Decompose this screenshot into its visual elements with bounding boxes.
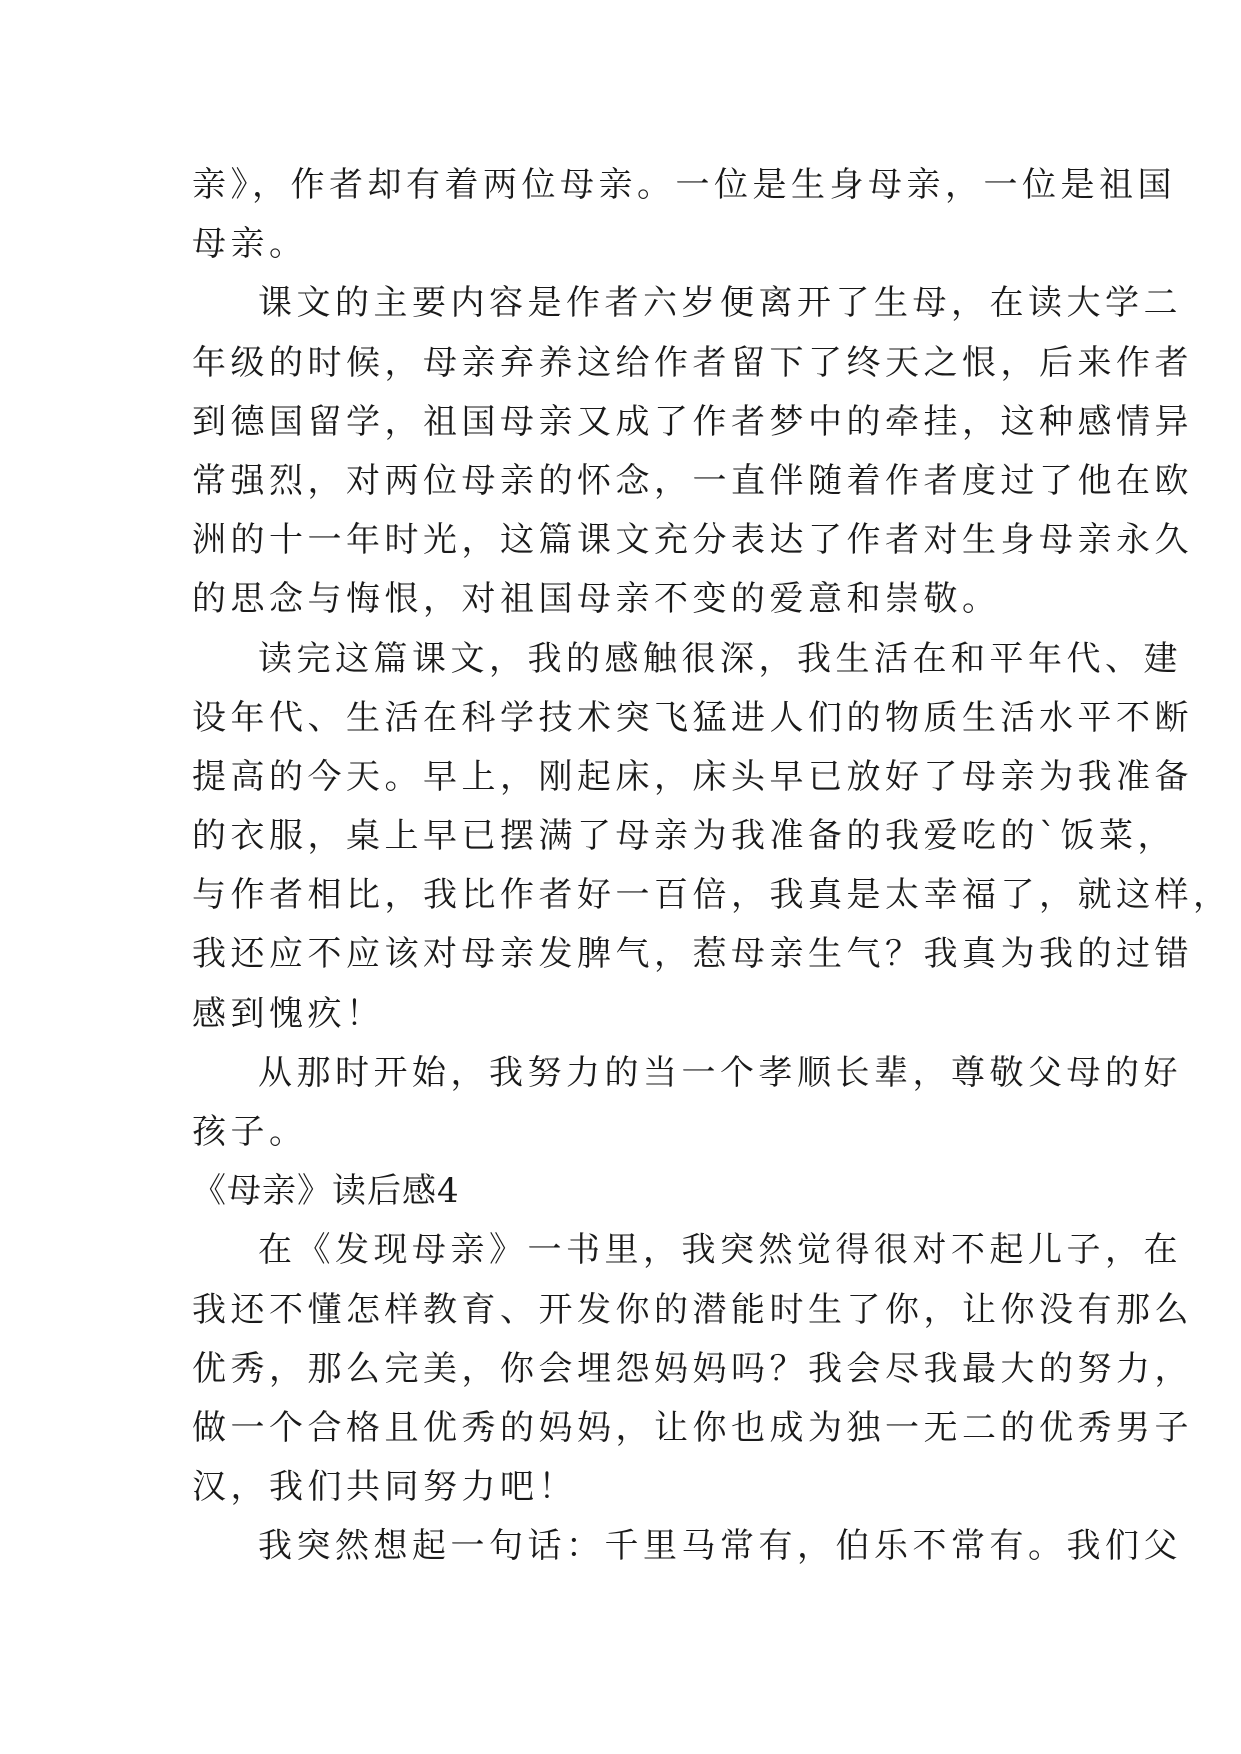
text-line: 做一个合格且优秀的妈妈，让你也成为独一无二的优秀男子: [192, 1407, 1193, 1448]
text-line: 孩子。: [192, 1112, 308, 1152]
text-line: 年级的时候，母亲弃养这给作者留下了终天之恨，后来作者: [192, 342, 1193, 383]
paragraph: [192, 1517, 1182, 1576]
text-line: 我突然想起一句话：千里马常有，伯乐不常有。我们父: [258, 1526, 1182, 1567]
text-line: 的思念与悔恨，对祖国母亲不变的爱意和崇敬。: [192, 579, 1001, 620]
paragraph: [192, 1221, 1193, 1517]
text-line: 常强烈，对两位母亲的怀念，一直伴随着作者度过了他在欧: [192, 460, 1193, 501]
section-title: 《母亲》读后感4: [192, 1171, 460, 1212]
text-line: 从那时开始，我努力的当一个孝顺长辈，尊敬父母的好: [258, 1052, 1182, 1093]
text-line: 到德国留学，祖国母亲又成了作者梦中的牵挂，这种感情异: [192, 401, 1193, 442]
text-line: 读完这篇课文，我的感触很深，我生活在和平年代、建: [258, 638, 1182, 679]
text-line: 感到愧疚！: [192, 993, 385, 1034]
text-line: 设年代、生活在科学技术突飞猛进人们的物质生活水平不断: [192, 697, 1193, 738]
text-line: 亲》，作者却有着两位母亲。一位是生身母亲，一位是祖国: [192, 165, 1176, 205]
text-line: 汉，我们共同努力吧！: [192, 1467, 577, 1508]
paragraph: [192, 1044, 1182, 1162]
text-line: 优秀，那么完美，你会埋怨妈妈吗？我会尽我最大的努力，: [192, 1348, 1193, 1389]
text-line: 课文的主要内容是作者六岁便离开了生母，在读大学二: [258, 283, 1182, 324]
text-line: 的衣服，桌上早已摆满了母亲为我准备的我爱吃的`饭菜，: [192, 816, 1176, 857]
paragraph: [192, 630, 1232, 1044]
document-body: [192, 156, 1232, 1577]
text-line: 我还应不应该对母亲发脾气，惹母亲生气？我真为我的过错: [192, 934, 1193, 975]
text-line: 提高的今天。早上，刚起床，床头早已放好了母亲为我准备: [192, 756, 1193, 797]
paragraph: [192, 156, 1176, 274]
text-line: 我还不懂怎样教育、开发你的潜能时生了你，让你没有那么: [192, 1289, 1193, 1330]
text-line: 洲的十一年时光，这篇课文充分表达了作者对生身母亲永久: [192, 520, 1193, 561]
text-line: 母亲。: [192, 224, 308, 265]
paragraph: [192, 274, 1193, 629]
text-line: 在《发现母亲》一书里，我突然觉得很对不起儿子，在: [258, 1230, 1182, 1271]
text-line: 与作者相比，我比作者好一百倍，我真是太幸福了，就这样，: [192, 875, 1232, 916]
